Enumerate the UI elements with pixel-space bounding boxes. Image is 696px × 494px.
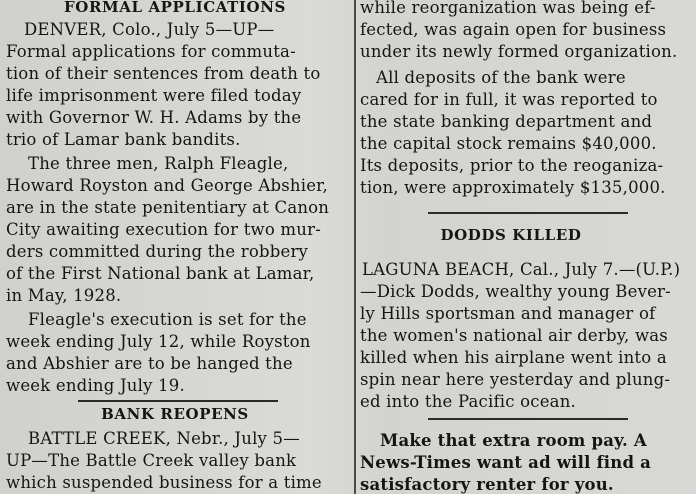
story-line: week ending July 12, while Royston [6,332,311,351]
story-line: under its newly formed organization. [360,42,678,61]
story-line: fected, was again open for business [360,20,667,39]
headline-dodds-killed: DODDS KILLED [440,226,582,244]
story-line: are in the state penitentiary at Canon [6,198,330,217]
story-line: of the First National bank at Lamar, [6,264,315,283]
story-line: which suspended business for a time [6,473,322,492]
story-line: in May, 1928. [6,286,122,305]
story-line: All deposits of the bank were [376,68,626,87]
section-divider [78,400,278,402]
story-line: tion of their sentences from death to [6,64,321,83]
story-line: week ending July 19. [6,376,185,395]
ad-line: satisfactory renter for you. [360,475,614,494]
story-line: ly Hills sportsman and manager of [360,304,656,323]
story-line: trio of Lamar bank bandits. [6,130,241,149]
story-line: spin near here yesterday and plung- [360,370,671,389]
story-line: with Governor W. H. Adams by the [6,108,302,127]
story-line: the state banking department and [360,112,653,131]
story-line: City awaiting execution for two mur- [6,220,321,239]
story-line: Fleagle's execution is set for the [28,310,307,329]
story-line: ders committed during the robbery [6,242,309,261]
story-line: Formal applications for commuta- [6,42,296,61]
story-line: ed into the Pacific ocean. [360,392,576,411]
story-line: life imprisonment were filed today [6,86,302,105]
story-line: the women's national air derby, was [360,326,668,345]
story-line: The three men, Ralph Fleagle, [28,154,289,173]
story-line: LAGUNA BEACH, Cal., July 7.—(U.P.) [362,260,681,279]
right-column [356,0,696,494]
ad-line: Make that extra room pay. A [380,431,647,450]
story-line: UP—The Battle Creek valley bank [6,451,297,470]
ad-line: News-Times want ad will find a [360,453,652,472]
section-divider [428,212,628,214]
story-line: tion, were approximately $135,000. [360,178,666,197]
story-line: Its deposits, prior to the reoganiza- [360,156,664,175]
story-line: and Abshier are to be hanged the [6,354,293,373]
story-line: BATTLE CREEK, Nebr., July 5— [28,429,300,448]
headline-bank-reopens: BANK REOPENS [101,405,249,423]
story-line: cared for in full, it was reported to [360,90,658,109]
story-line: the capital stock remains $40,000. [360,134,657,153]
story-line: killed when his airplane went into a [360,348,667,367]
story-line: DENVER, Colo., July 5—UP— [24,20,275,39]
section-divider [428,418,628,420]
story-line: —Dick Dodds, wealthy young Bever- [360,282,671,301]
story-line: while reorganization was being ef- [360,0,656,17]
headline-formal-applications: FORMAL APPLICATIONS [64,0,286,16]
story-line: Howard Royston and George Abshier, [6,176,328,195]
